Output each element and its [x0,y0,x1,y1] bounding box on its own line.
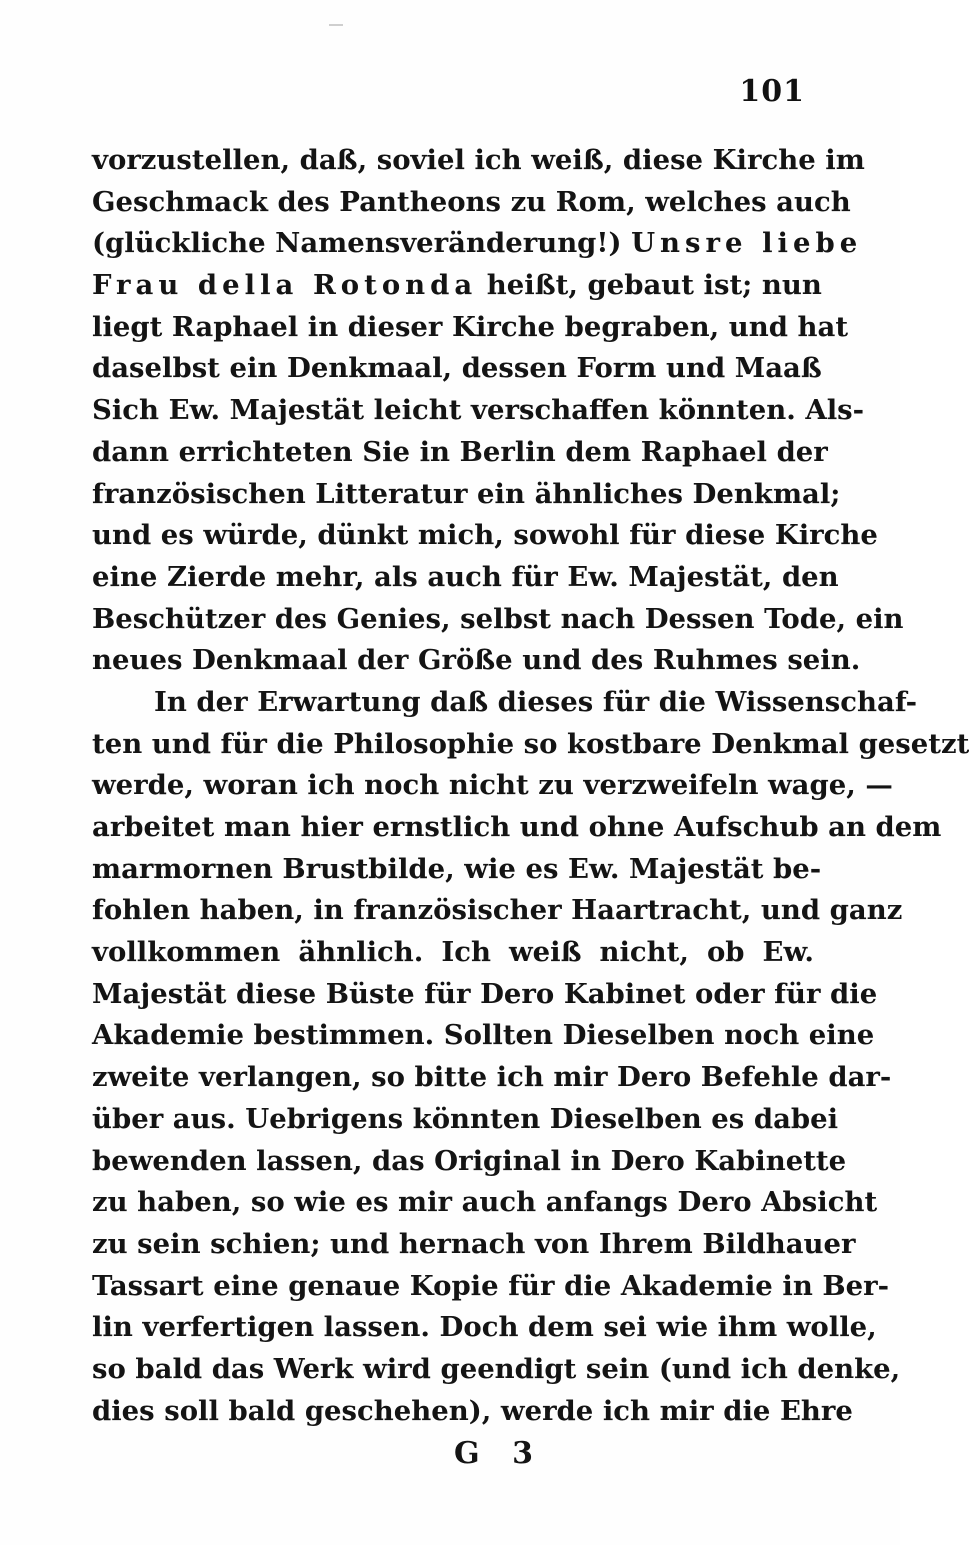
text-line: daselbst ein Denkmaal, dessen Form und Maaß [92,352,822,385]
text-line: arbeitet man hier ernstlich und ohne Aufschub an dem [92,811,942,843]
text-line: Beschützer des Genies, selbst nach Dessen Tode, ein [92,602,904,635]
text-line: Geschmack des Pantheons zu Rom, welches auch [92,185,851,218]
text-line [92,265,822,307]
text-line: ten und für die Philosophie so kostbare Denkmal gesetzt [92,727,969,760]
text-line: so bald das Werk wird geendigt sein (und ich denke, [92,1352,901,1385]
spaced-text: Frau [92,269,184,302]
text-line: lin verfertigen lassen. Doch dem sei wie ihm wolle, [92,1311,877,1344]
text-line: Tassart eine genaue Kopie für die Akademie in Ber- [92,1269,890,1302]
spaced-text: Unsre liebe [631,227,863,260]
spaced-text: Rotonda [312,269,478,302]
text-line: zu sein schien; und hernach von Ihrem Bildhauer [92,1227,856,1260]
text-line: werde, woran ich noch nicht zu verzweifeln wage, — [92,769,893,802]
text-line: eine Zierde mehr, als auch für Ew. Majestät, den [92,560,839,593]
text-line [92,223,863,265]
text-segment: heißt, gebaut ist; nun [477,269,822,302]
text-line: neues Denkmaal der Größe und des Ruhmes sein. [92,644,861,677]
printer-signature: G 3 [454,1436,533,1471]
body-text [92,140,969,1432]
text-line: liegt Raphael in dieser Kirche begraben, und hat [92,310,849,343]
text-line: Sich Ew. Majestät leicht verschaffen könnten. Als- [92,394,865,427]
page-number: 101 [739,74,805,109]
text-line: über aus. Uebrigens könnten Dieselben es dabei [92,1102,839,1135]
text-line: bewenden lassen, das Original in Dero Kabinette [92,1144,847,1177]
text-line: Akademie bestimmen. Sollten Dieselben noch eine [92,1019,875,1052]
text-line: zu haben, so wie es mir auch anfangs Dero Absicht [92,1186,878,1219]
spaced-text: della [183,269,313,302]
text-line: dann errichteten Sie in Berlin dem Raphael der [92,435,828,468]
text-line: In der Erwartung daß dieses für die Wissenschaf- [154,685,918,718]
text-line: dies soll bald geschehen), werde ich mir die Ehre [92,1394,853,1427]
text-line: zweite verlangen, so bitte ich mir Dero Befehle dar- [92,1061,892,1094]
text-line: Majestät diese Büste für Dero Kabinet oder für die [92,977,878,1010]
text-segment: (glückliche Namensveränderung!) [92,227,632,260]
text-line: französischen Litteratur ein ähnliches Denkmal; [92,477,841,510]
text-line: vorzustellen, daß, soviel ich weiß, diese Kirche im [92,144,865,176]
text-line: marmornen Brustbilde, wie es Ew. Majestät be- [92,852,822,885]
paper-speck [329,24,343,26]
text-line: und es würde, dünkt mich, sowohl für diese Kirche [92,519,878,552]
text-line: fohlen haben, in französischer Haartracht, und ganz [92,894,903,927]
text-line: vollkommen ähnlich. Ich weiß nicht, ob Ew. [92,936,814,969]
